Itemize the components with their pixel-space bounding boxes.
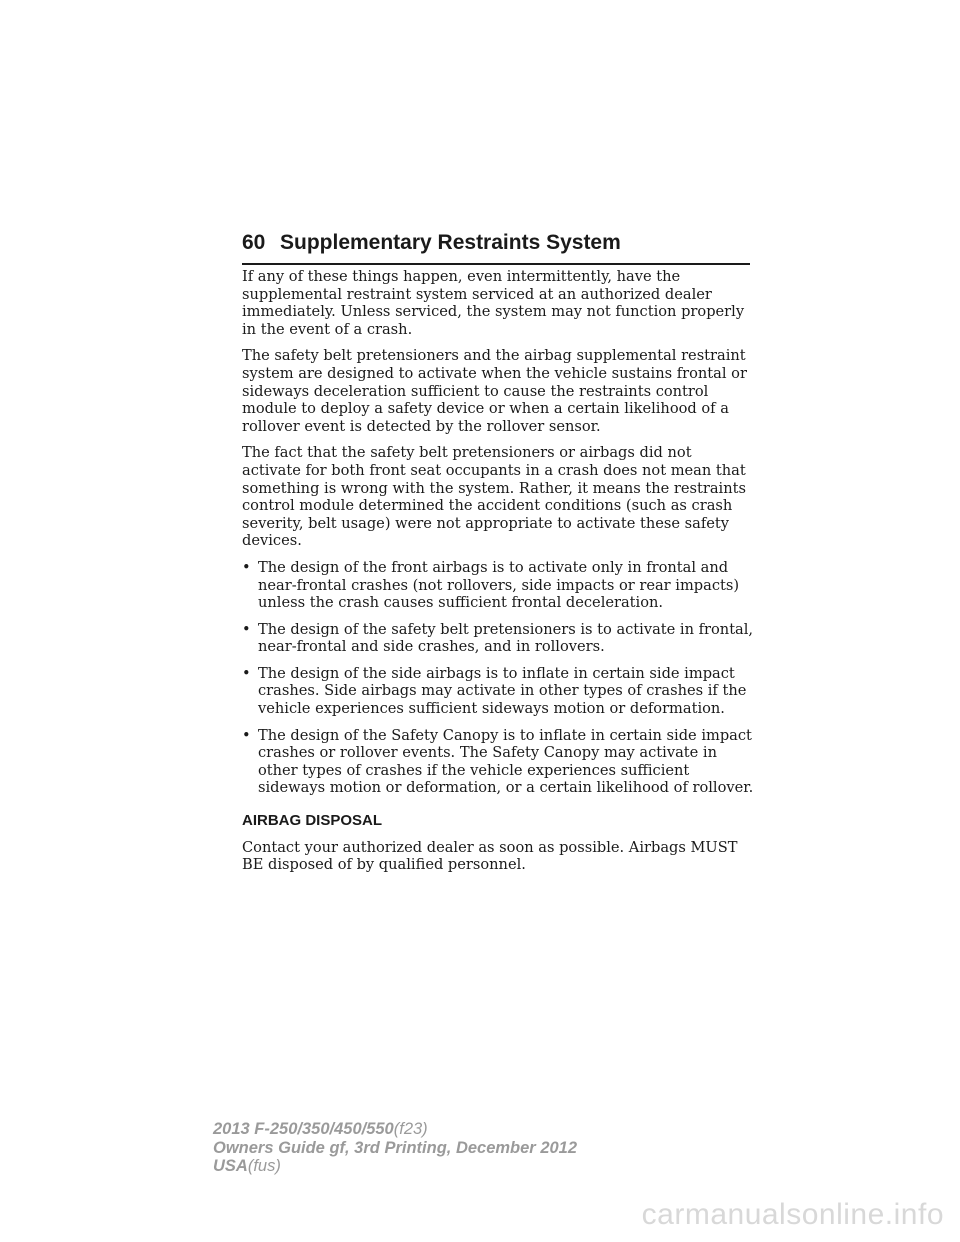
bullet-text: The design of the front airbags is to activate only in frontal and near-frontal crashes (not rollovers, side impacts or rear impacts) unless the crash causes sufficient frontal deceleration.	[258, 558, 740, 612]
watermark: carmanualsonline.info	[641, 1198, 944, 1231]
bullet-text: The design of the safety belt pretensioners is to activate in frontal, near-frontal and side crashes, and in rollovers.	[258, 620, 754, 656]
bullet-icon: •	[242, 726, 251, 744]
bullet-text: The design of the side airbags is to inflate in certain side impact crashes. Side airbags may activate in other types of crashes if the vehicle experiences sufficient sideways motion or deformation.	[258, 664, 747, 718]
footer-model-code: (f23)	[393, 1120, 428, 1138]
bullet-item-pretensioners	[242, 621, 754, 656]
bullet-item-front-airbags	[242, 559, 754, 612]
bullet-item-safety-canopy	[242, 727, 754, 797]
footer-market: USA	[213, 1157, 248, 1175]
footer-guide: Owners Guide gf, 3rd Printing, December 2012	[213, 1138, 578, 1157]
paragraph-disposal: Contact your authorized dealer as soon as possible. Airbags MUST BE disposed of by qualified personnel.	[242, 838, 738, 874]
footer-model-line	[213, 1120, 577, 1139]
bullet-icon: •	[242, 664, 251, 682]
bullet-icon: •	[242, 620, 251, 638]
page-number: 60	[242, 231, 266, 254]
section-title: Supplementary Restraints System	[280, 231, 621, 254]
page-header	[242, 227, 750, 265]
paragraph-activation: The safety belt pretensioners and the airbag supplemental restraint system are designed to activate when the vehicle sustains frontal or sideways deceleration sufficient to cause the restraints control module to deploy a safety device or when a certain likelihood of a rollover event is detected by the rollover sensor.	[242, 347, 747, 435]
footer-market-code: (fus)	[247, 1157, 281, 1175]
paragraph-non-activation: The fact that the safety belt pretensioners or airbags did not activate for both front seat occupants in a crash does not mean that something is wrong with the system. Rather, it means the restraints control module determined the accident conditions (such as crash severity, belt usage) were not appropriate to activate these safety devices.	[242, 444, 746, 550]
bullet-item-side-airbags	[242, 665, 754, 718]
bullet-text: The design of the Safety Canopy is to inflate in certain side impact crashes or rollover events. The Safety Canopy may activate in other types of crashes if the vehicle experiences sufficient sideways motion or deformation, or a certain likelihood of rollover.	[258, 726, 754, 797]
airbag-disposal-heading: AIRBAG DISPOSAL	[242, 812, 383, 830]
page-content	[242, 268, 754, 883]
page-footer	[213, 1120, 577, 1176]
paragraph-service: If any of these things happen, even intermittently, have the supplemental restraint system serviced at an authorized dealer immediately. Unless serviced, the system may not function properly in the event of a crash.	[242, 268, 745, 338]
design-bullet-list	[242, 559, 754, 797]
footer-market-line	[213, 1157, 577, 1176]
footer-model: 2013 F-250/350/450/550	[213, 1120, 394, 1138]
bullet-icon: •	[242, 558, 251, 576]
